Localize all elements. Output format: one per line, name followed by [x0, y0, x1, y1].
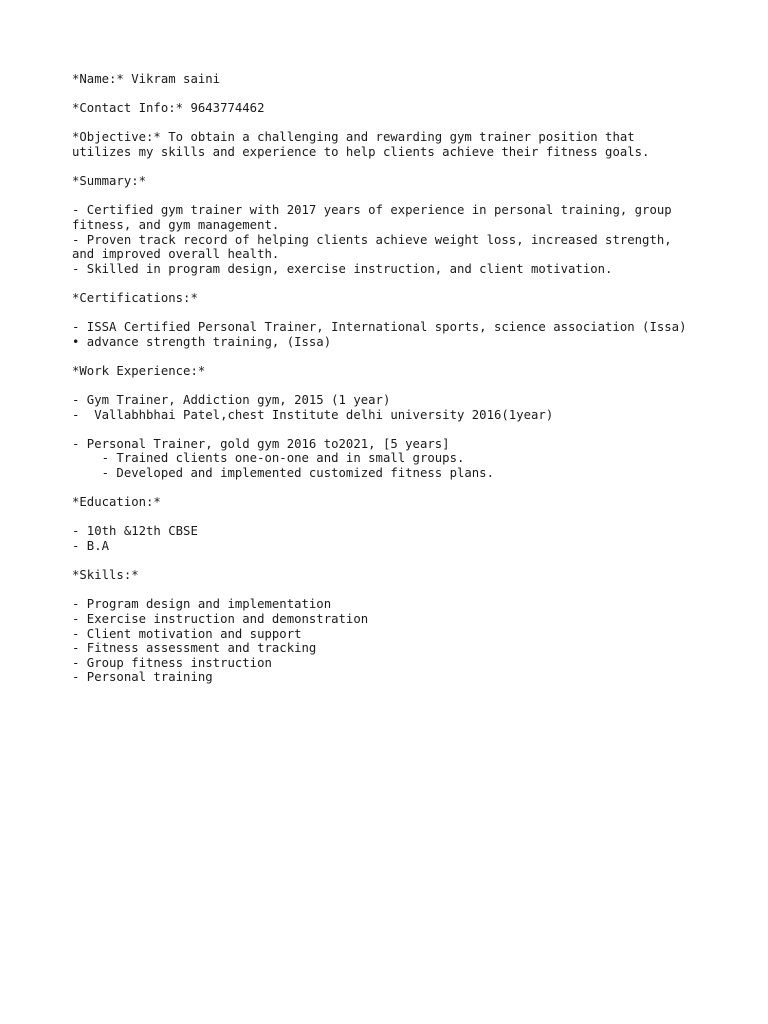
spacer	[72, 160, 732, 175]
skills-heading: *Skills:*	[72, 568, 139, 583]
skill-item: - Personal training	[72, 670, 213, 685]
summary-line: and improved overall health.	[72, 247, 280, 262]
work-experience-detail: - Trained clients one-on-one and in small groups.	[72, 451, 465, 466]
spacer	[72, 481, 732, 496]
spacer	[72, 349, 732, 364]
contact-line: *Contact Info:* 9643774462	[72, 101, 265, 116]
work-experience-line: - Personal Trainer, gold gym 2016 to2021, [5 years]	[72, 436, 450, 451]
certification-line: • advance strength training, (Issa)	[72, 334, 332, 349]
spacer	[72, 116, 732, 131]
skill-item: - Client motivation and support	[72, 626, 302, 641]
objective-line: *Objective:* To obtain a challenging and rewarding gym trainer position that	[72, 130, 635, 145]
certification-line: - ISSA Certified Personal Trainer, International sports, science association (Issa)	[72, 320, 687, 335]
work-experience-line: - Gym Trainer, Addiction gym, 2015 (1 year)	[72, 393, 391, 408]
summary-heading: *Summary:*	[72, 174, 147, 189]
education-line: - 10th &12th CBSE	[72, 524, 198, 539]
spacer	[72, 189, 732, 204]
summary-line: fitness, and gym management.	[72, 217, 280, 232]
spacer	[72, 87, 732, 102]
work-experience-heading: *Work Experience:*	[72, 363, 206, 378]
certifications-heading: *Certifications:*	[72, 290, 198, 305]
summary-line: - Certified gym trainer with 2017 years of experience in personal training, group	[72, 203, 672, 218]
spacer	[72, 422, 732, 437]
spacer	[72, 276, 732, 291]
work-experience-detail: - Developed and implemented customized fitness plans.	[72, 466, 494, 481]
spacer	[72, 510, 732, 525]
objective-line: utilizes my skills and experience to help clients achieve their fitness goals.	[72, 144, 650, 159]
education-heading: *Education:*	[72, 495, 161, 510]
skill-item: - Fitness assessment and tracking	[72, 641, 317, 656]
summary-line: - Skilled in program design, exercise instruction, and client motivation.	[72, 261, 613, 276]
resume-page	[72, 72, 732, 685]
skill-item: - Exercise instruction and demonstration	[72, 611, 369, 626]
summary-line: - Proven track record of helping clients achieve weight loss, increased strength,	[72, 232, 672, 247]
name-line: *Name:* Vikram saini	[72, 72, 221, 86]
work-experience-line: - Vallabhbhai Patel,chest Institute delhi university 2016(1year)	[72, 407, 554, 422]
skill-item: - Group fitness instruction	[72, 655, 272, 670]
spacer	[72, 554, 732, 569]
spacer	[72, 583, 732, 598]
spacer	[72, 306, 732, 321]
spacer	[72, 378, 732, 393]
education-line: - B.A	[72, 539, 110, 553]
skill-item: - Program design and implementation	[72, 597, 332, 612]
